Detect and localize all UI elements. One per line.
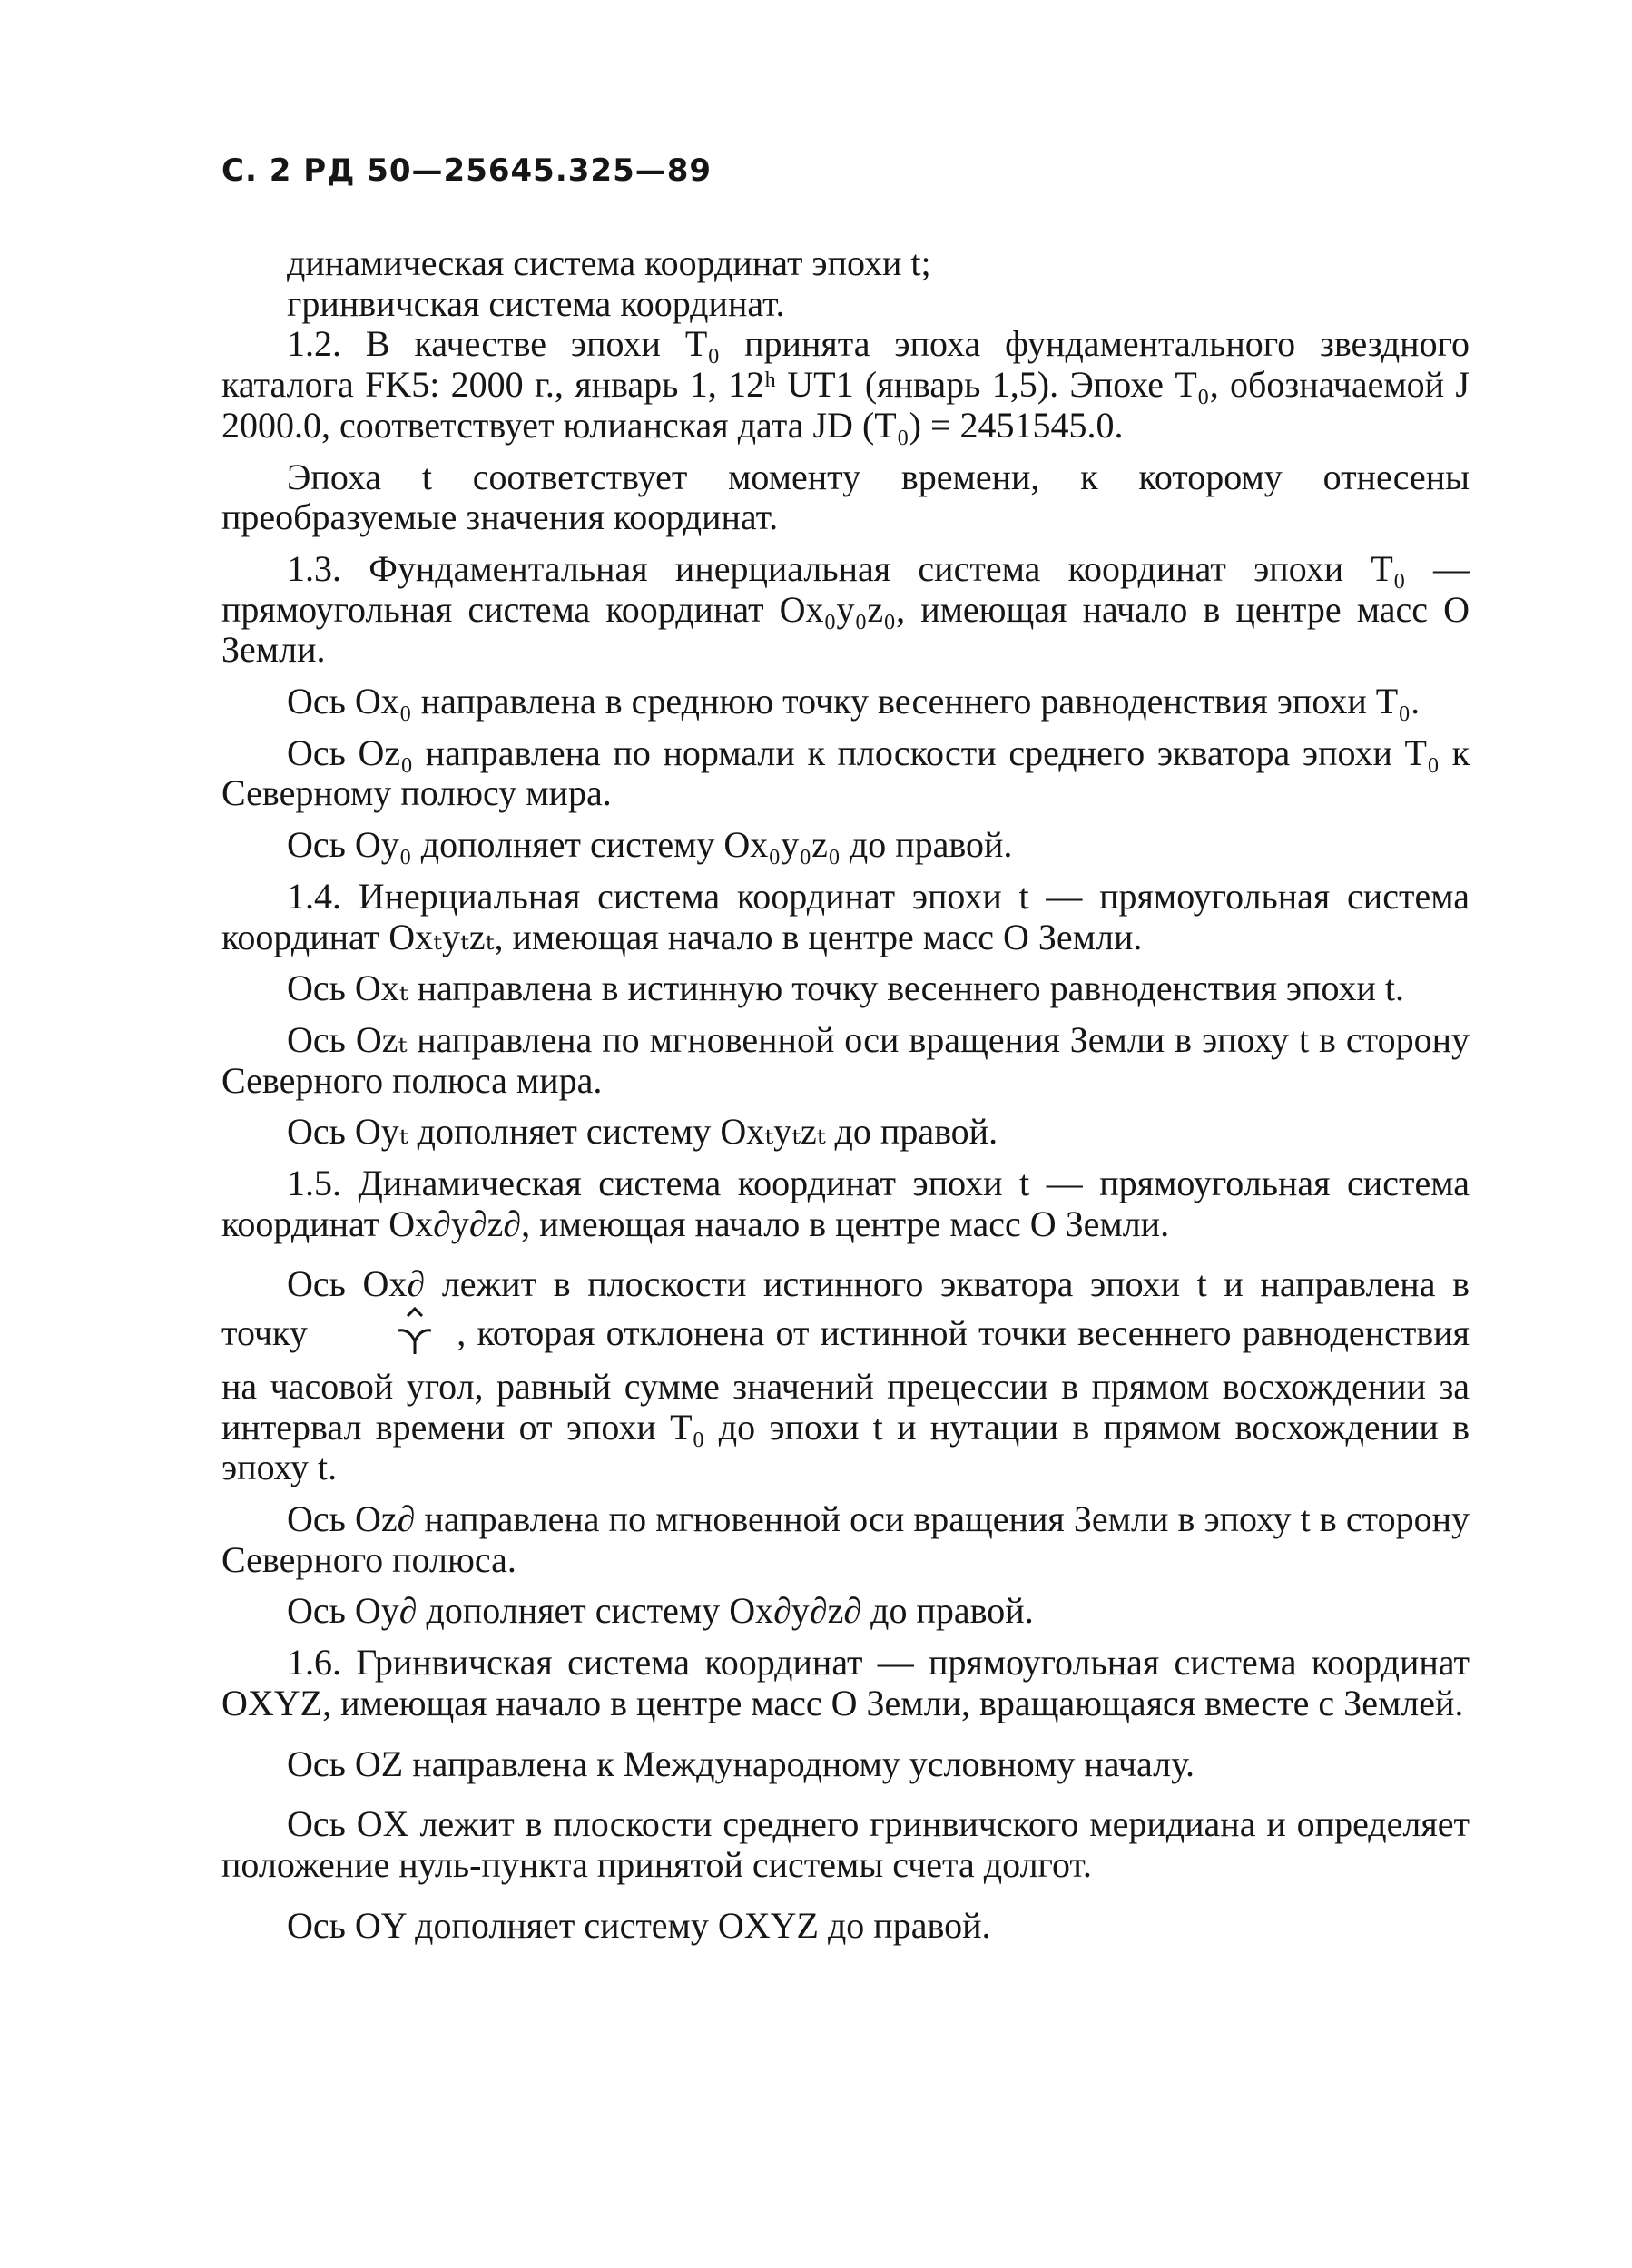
paragraph: Ось Oz₀ направлена по нормали к плоскости среднего экватора эпохи T₀ к Северному полюсу мира. bbox=[221, 731, 1470, 814]
paragraph: Ось Oy₀ дополняет систему Ox₀y₀z₀ до правой. bbox=[287, 824, 1013, 866]
equinox-hat-icon bbox=[326, 1305, 438, 1367]
paragraph: динамическая система координат эпохи t; bbox=[287, 242, 931, 283]
paragraph: Ось Oz∂ направлена по мгновенной оси вращения Земли в эпоху t в сторону Северного полюса. bbox=[221, 1497, 1470, 1580]
paragraph-1-5: 1.5. Динамическая система координат эпохи t — прямоугольная система координат Ox∂y∂z∂, имеющая начало в центре масс O Земли. bbox=[221, 1163, 1470, 1244]
paragraph-1-6: 1.6. Гринвичская система координат — прямоугольная система координат OXYZ, имеющая начало в центре масс O Земли, вращающаяся вместе с Землей. bbox=[221, 1642, 1470, 1723]
paragraph: Ось Oyₜ дополняет систему Oxₜyₜzₜ до правой. bbox=[287, 1111, 998, 1153]
paragraph: Ось Ox₀ направлена в среднюю точку весеннего равноденствия эпохи T₀. bbox=[287, 681, 1421, 722]
paragraph: Ось Oy∂ дополняет систему Ox∂y∂z∂ до правой. bbox=[287, 1590, 1034, 1632]
document-body bbox=[221, 243, 1470, 1946]
paragraph: Ось OY дополняет систему OXYZ до правой. bbox=[287, 1904, 991, 1946]
paragraph-1-4: 1.4. Инерциальная система координат эпохи t — прямоугольная система координат Oxₜyₜzₜ, имеющая начало в центре масс O Земли. bbox=[221, 875, 1470, 957]
paragraph-text: Ось Ox∂ лежит в плоскости истинного экватора эпохи t и направлена в точку bbox=[221, 1263, 1470, 1354]
paragraph-with-symbol bbox=[221, 1264, 1470, 1488]
paragraph: гринвичская система координат. bbox=[287, 282, 785, 324]
paragraph-1-3: 1.3. Фундаментальная инерциальная система координат эпохи T₀ — прямоугольная система координат Ox₀y₀z₀, имеющая начало в центре масс O Земли. bbox=[221, 547, 1470, 671]
paragraph: Ось Ozₜ направлена по мгновенной оси вращения Земли в эпоху t в сторону Северного полюса мира. bbox=[221, 1018, 1470, 1101]
paragraph-1-2: 1.2. В качестве эпохи T₀ принята эпоха фундаментального звездного каталога FK5: 2000 г., январь 1, 12ʰ UT1 (январь 1,5). Эпохе T₀, обозначаемой J 2000.0, соответствует юлианская дата JD (T₀) = 2451545.0. bbox=[221, 323, 1470, 446]
paragraph-text: , которая отклонена от истинной точки весеннего равноденствия на часовой угол, равный сумме значений прецессии в прямом восхождении за интервал времени от эпохи T₀ до эпохи t и нутации в прямом восхождении в эпоху t. bbox=[221, 1312, 1470, 1488]
page-header: С. 2 РД 50—25645.325—89 bbox=[221, 152, 713, 189]
paragraph: Эпоха t соответствует моменту времени, к которому отнесены преобразуемые значения координат. bbox=[221, 456, 1470, 538]
paragraph: Ось OZ направлена к Международному условному началу. bbox=[287, 1743, 1195, 1784]
paragraph: Ось Oxₜ направлена в истинную точку весеннего равноденствия эпохи t. bbox=[287, 967, 1404, 1009]
paragraph: Ось OX лежит в плоскости среднего гринвичского меридиана и определяет положение нуль-пункта принятой системы счета долгот. bbox=[221, 1803, 1470, 1885]
